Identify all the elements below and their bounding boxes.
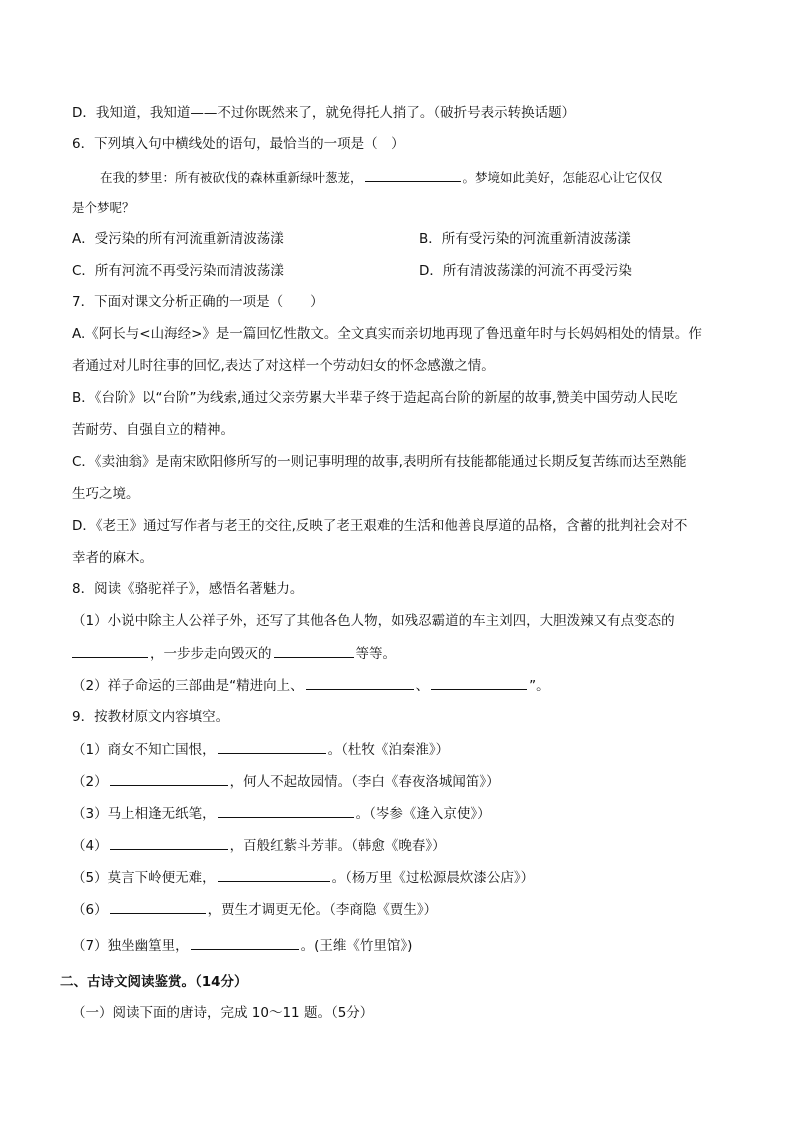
q8-part2-end: ”。 xyxy=(529,678,550,694)
q9-line-3 xyxy=(72,804,491,823)
q8-part1-text: ，一步步走向毁灭的 xyxy=(150,646,272,662)
q6-option-d: D．所有清波荡漾的河流不再受污染 xyxy=(419,263,632,279)
q9-line-5-tail: 。（杨万里《过松源晨炊漆公店》） xyxy=(331,870,535,886)
q8-blank-3 xyxy=(306,676,414,690)
q9-line-3-lead: （3）马上相逢无纸笔， xyxy=(72,806,216,822)
q9-blank-7 xyxy=(191,936,299,950)
q6-option-a: A．受污染的所有河流重新清波荡漾 xyxy=(72,231,284,247)
q6-stem: 6．下列填入句中横线处的语句，最恰当的一项是（ ） xyxy=(72,136,405,152)
q8-part1-line1: （1）小说中除主人公祥子外，还写了其他各色人物，如残忍霸道的车主刘四，大胆泼辣又有点变态的 xyxy=(72,613,675,629)
q6-option-c: C．所有河流不再受污染而清波荡漾 xyxy=(72,263,284,279)
q9-line-4-lead: （4） xyxy=(72,838,108,854)
q9-line-5 xyxy=(72,868,534,887)
q8-blank-4 xyxy=(431,676,527,690)
q7-option-a-line1: A.《阿长与<山海经>》是一篇回忆性散文。全文真实而亲切地再现了鲁迅童年时与长妈妈相处的情景。作 xyxy=(72,326,702,342)
section2-subheading: （一）阅读下面的唐诗，完成 10～11 题。（5分） xyxy=(72,1005,374,1021)
q9-line-1 xyxy=(72,740,449,759)
q9-line-1-lead: （1）商女不知亡国恨， xyxy=(72,742,216,758)
q8-part2 xyxy=(72,676,550,695)
q9-line-6-tail: ，贾生才调更无伦。（李商隐《贾生》） xyxy=(207,902,438,918)
q6-options-row2 xyxy=(72,262,722,280)
q9-line-6-lead: （6） xyxy=(72,902,108,918)
q9-line-2-lead: （2） xyxy=(72,774,108,790)
q7-option-c-line2: 生巧之境。 xyxy=(72,486,140,502)
q9-blank-4 xyxy=(110,836,228,850)
q9-blank-3 xyxy=(218,804,354,818)
q9-stem: 9．按教材原文内容填空。 xyxy=(72,709,230,725)
q9-line-7-tail: 。(王维《竹里馆》) xyxy=(300,938,413,954)
q9-line-4-tail: ，百般红紫斗芳菲。（韩愈《晚春》） xyxy=(229,838,446,854)
q6-sentence-cont: 是个梦呢？ xyxy=(72,200,135,215)
q6-sentence xyxy=(100,168,663,187)
q9-blank-6 xyxy=(110,900,206,914)
q7-option-d-line2: 幸者的麻木。 xyxy=(72,550,153,566)
q9-blank-5 xyxy=(218,868,330,882)
q7-option-b-line1: B．《台阶》以“台阶”为线索,通过父亲劳累大半辈子终于造起高台阶的新屋的故事,赞美中国劳动人民吃 xyxy=(72,390,678,406)
q6-sentence-part1: 在我的梦里：所有被砍伐的森林重新绿叶葱茏， xyxy=(100,170,363,185)
q5-option-d: D．我知道，我知道——不过你既然来了，就免得托人捎了。（破折号表示转换话题） xyxy=(72,105,576,121)
q6-sentence-part2: 。梦境如此美好，怎能忍心让它仅仅 xyxy=(462,170,663,185)
q9-line-7-lead: （7）独坐幽篁里， xyxy=(72,938,189,954)
q7-option-b-line2: 苦耐劳、自强自立的精神。 xyxy=(72,422,234,438)
section2-heading: 二、古诗文阅读鉴赏。（14分） xyxy=(60,974,248,990)
q6-options-row1 xyxy=(72,230,722,248)
q6-option-b: B．所有受污染的河流重新清波荡漾 xyxy=(419,231,631,247)
q7-option-c-line1: C．《卖油翁》是南宋欧阳修所写的一则记事明理的故事,表明所有技能都能通过长期反复苦练而达至熟能 xyxy=(72,454,687,470)
q9-line-3-tail: 。（岑参《逢入京使》） xyxy=(355,806,491,822)
q8-blank-2 xyxy=(274,644,354,658)
q9-blank-1 xyxy=(218,740,326,754)
q6-blank xyxy=(365,168,461,182)
q8-part1-line2 xyxy=(72,644,396,663)
q7-option-a-line2: 者通过对儿时往事的回忆,表达了对这样一个劳动妇女的怀念感激之情。 xyxy=(72,358,495,374)
q9-line-7 xyxy=(72,936,412,955)
q9-line-2-tail: ，何人不起故园情。（李白《春夜洛城闻笛》） xyxy=(229,774,500,790)
q9-line-6 xyxy=(72,900,437,919)
q8-part2-text: （2）祥子命运的三部曲是“精进向上、 xyxy=(72,678,304,694)
q7-stem: 7．下面对课文分析正确的一项是（ ） xyxy=(72,294,324,310)
q7-option-d-line1: D．《老王》通过写作者与老王的交往,反映了老王艰难的生活和他善良厚道的品格，含蓄的批判社会对不 xyxy=(72,518,688,534)
q9-line-2 xyxy=(72,772,500,791)
q9-line-1-tail: 。（杜牧《泊秦淮》） xyxy=(327,742,450,758)
q8-blank-1 xyxy=(72,644,148,658)
q8-part1-end: 等等。 xyxy=(355,646,396,662)
q9-line-5-lead: （5）莫言下岭便无难， xyxy=(72,870,216,886)
q9-line-4 xyxy=(72,836,446,855)
q8-stem: 8．阅读《骆驼祥子》，感悟名著魅力。 xyxy=(72,581,304,597)
q8-part2-sep: 、 xyxy=(415,678,430,694)
q9-blank-2 xyxy=(110,772,228,786)
